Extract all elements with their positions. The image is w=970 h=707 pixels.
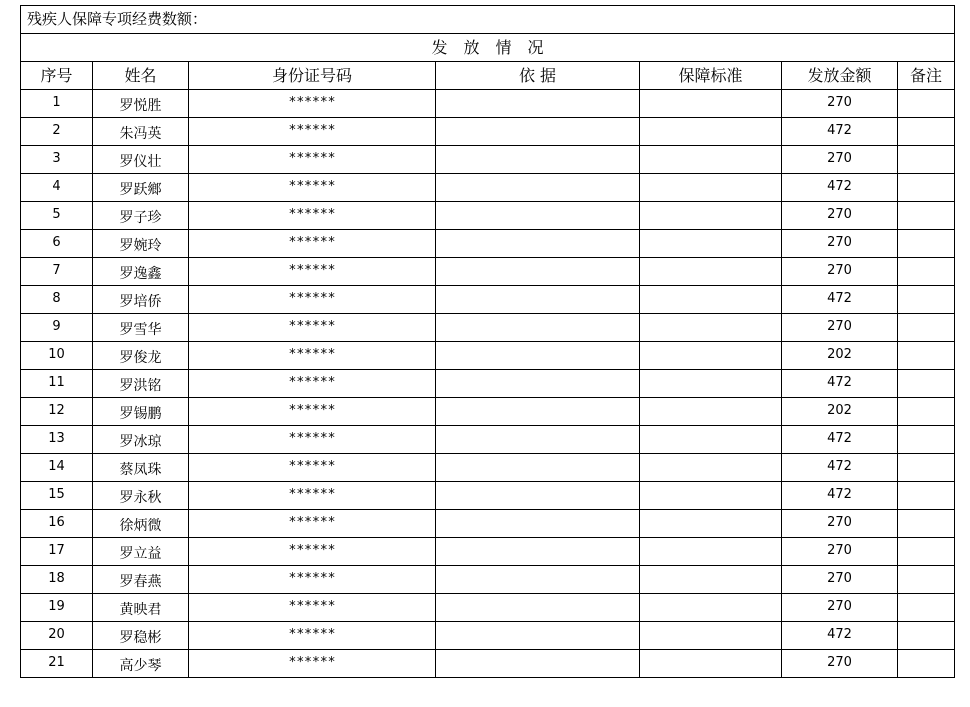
cell-basis: [436, 398, 640, 426]
table-row: [21, 230, 955, 258]
cell-id-number: ******: [189, 482, 436, 510]
cell-basis: [436, 314, 640, 342]
cell-index: 4: [21, 174, 93, 202]
table-row: [21, 118, 955, 146]
cell-index: 11: [21, 370, 93, 398]
cell-standard: [640, 510, 782, 538]
cell-id-number: ******: [189, 622, 436, 650]
cell-note: [898, 258, 955, 286]
cell-amount: 270: [782, 538, 898, 566]
cell-index: 16: [21, 510, 93, 538]
cell-note: [898, 454, 955, 482]
table-row: [21, 90, 955, 118]
cell-id-number: ******: [189, 118, 436, 146]
table-row: [21, 510, 955, 538]
cell-standard: [640, 594, 782, 622]
cell-basis: [436, 622, 640, 650]
cell-index: 17: [21, 538, 93, 566]
header-basis: 依 据: [436, 62, 640, 90]
cell-amount: 202: [782, 398, 898, 426]
cell-index: 7: [21, 258, 93, 286]
cell-amount: 472: [782, 286, 898, 314]
cell-amount: 270: [782, 566, 898, 594]
cell-id-number: ******: [189, 650, 436, 678]
cell-standard: [640, 398, 782, 426]
cell-basis: [436, 174, 640, 202]
cell-note: [898, 566, 955, 594]
cell-amount: 270: [782, 510, 898, 538]
cell-note: [898, 174, 955, 202]
cell-id-number: ******: [189, 202, 436, 230]
cell-standard: [640, 566, 782, 594]
cell-amount: 472: [782, 622, 898, 650]
cell-name: 高少琴: [93, 650, 189, 678]
cell-index: 10: [21, 342, 93, 370]
cell-note: [898, 90, 955, 118]
cell-amount: 472: [782, 174, 898, 202]
cell-standard: [640, 286, 782, 314]
cell-name: 蔡凤珠: [93, 454, 189, 482]
cell-id-number: ******: [189, 90, 436, 118]
cell-index: 15: [21, 482, 93, 510]
cell-id-number: ******: [189, 454, 436, 482]
header-index: 序号: [21, 62, 93, 90]
table-row: [21, 482, 955, 510]
cell-id-number: ******: [189, 398, 436, 426]
cell-note: [898, 398, 955, 426]
cell-basis: [436, 230, 640, 258]
table-row: [21, 174, 955, 202]
cell-standard: [640, 622, 782, 650]
cell-standard: [640, 314, 782, 342]
section-row: [21, 34, 955, 62]
cell-name: 罗悦胜: [93, 90, 189, 118]
cell-index: 8: [21, 286, 93, 314]
cell-amount: 270: [782, 90, 898, 118]
header-amount: 发放金额: [782, 62, 898, 90]
cell-id-number: ******: [189, 286, 436, 314]
cell-name: 罗跃鄉: [93, 174, 189, 202]
cell-note: [898, 538, 955, 566]
cell-amount: 202: [782, 342, 898, 370]
cell-amount: 270: [782, 202, 898, 230]
cell-standard: [640, 230, 782, 258]
table-row: [21, 594, 955, 622]
cell-name: 罗子珍: [93, 202, 189, 230]
cell-standard: [640, 118, 782, 146]
cell-basis: [436, 286, 640, 314]
header-name: 姓名: [93, 62, 189, 90]
cell-basis: [436, 566, 640, 594]
cell-index: 13: [21, 426, 93, 454]
cell-basis: [436, 370, 640, 398]
cell-name: 罗培侨: [93, 286, 189, 314]
cell-index: 18: [21, 566, 93, 594]
cell-name: 罗逸鑫: [93, 258, 189, 286]
cell-id-number: ******: [189, 510, 436, 538]
cell-name: 罗冰琼: [93, 426, 189, 454]
cell-standard: [640, 258, 782, 286]
table-row: [21, 566, 955, 594]
cell-amount: 270: [782, 146, 898, 174]
cell-standard: [640, 174, 782, 202]
cell-index: 20: [21, 622, 93, 650]
cell-id-number: ******: [189, 174, 436, 202]
table-row: [21, 286, 955, 314]
cell-note: [898, 314, 955, 342]
cell-basis: [436, 650, 640, 678]
cell-name: 罗婉玲: [93, 230, 189, 258]
cell-note: [898, 202, 955, 230]
cell-basis: [436, 482, 640, 510]
sheet-title: 残疾人保障专项经费数额：: [21, 6, 955, 34]
cell-id-number: ******: [189, 566, 436, 594]
cell-basis: [436, 342, 640, 370]
cell-name: 朱冯英: [93, 118, 189, 146]
table-row: [21, 538, 955, 566]
cell-basis: [436, 594, 640, 622]
cell-standard: [640, 482, 782, 510]
cell-amount: 472: [782, 370, 898, 398]
table-row: [21, 426, 955, 454]
cell-note: [898, 370, 955, 398]
cell-amount: 270: [782, 258, 898, 286]
cell-note: [898, 482, 955, 510]
table-row: [21, 258, 955, 286]
cell-name: 罗俊龙: [93, 342, 189, 370]
cell-index: 3: [21, 146, 93, 174]
table-row: [21, 622, 955, 650]
cell-note: [898, 230, 955, 258]
cell-basis: [436, 454, 640, 482]
cell-amount: 472: [782, 118, 898, 146]
table-row: [21, 650, 955, 678]
cell-name: 罗永秋: [93, 482, 189, 510]
cell-index: 9: [21, 314, 93, 342]
cell-basis: [436, 202, 640, 230]
disability-fund-table: [20, 5, 955, 678]
cell-standard: [640, 538, 782, 566]
cell-note: [898, 622, 955, 650]
cell-standard: [640, 146, 782, 174]
cell-index: 12: [21, 398, 93, 426]
cell-standard: [640, 426, 782, 454]
cell-name: 罗雪华: [93, 314, 189, 342]
cell-index: 14: [21, 454, 93, 482]
cell-amount: 472: [782, 454, 898, 482]
cell-name: 罗洪铭: [93, 370, 189, 398]
cell-basis: [436, 258, 640, 286]
header-standard: 保障标准: [640, 62, 782, 90]
cell-note: [898, 286, 955, 314]
cell-standard: [640, 202, 782, 230]
cell-id-number: ******: [189, 230, 436, 258]
cell-basis: [436, 510, 640, 538]
table-row: [21, 146, 955, 174]
cell-basis: [436, 146, 640, 174]
cell-standard: [640, 90, 782, 118]
table-row: [21, 342, 955, 370]
cell-note: [898, 650, 955, 678]
cell-id-number: ******: [189, 538, 436, 566]
cell-standard: [640, 650, 782, 678]
cell-index: 19: [21, 594, 93, 622]
cell-amount: 270: [782, 650, 898, 678]
cell-basis: [436, 426, 640, 454]
cell-name: 罗春燕: [93, 566, 189, 594]
cell-name: 罗立益: [93, 538, 189, 566]
cell-index: 2: [21, 118, 93, 146]
cell-name: 徐炳微: [93, 510, 189, 538]
table-row: [21, 370, 955, 398]
table-row: [21, 398, 955, 426]
cell-basis: [436, 118, 640, 146]
cell-amount: 270: [782, 594, 898, 622]
section-title: 发放情况: [21, 34, 955, 62]
table-row: [21, 202, 955, 230]
cell-note: [898, 510, 955, 538]
cell-basis: [436, 538, 640, 566]
cell-standard: [640, 370, 782, 398]
cell-standard: [640, 454, 782, 482]
cell-note: [898, 594, 955, 622]
cell-basis: [436, 90, 640, 118]
cell-amount: 472: [782, 482, 898, 510]
cell-amount: 472: [782, 426, 898, 454]
cell-id-number: ******: [189, 314, 436, 342]
cell-name: 黄映君: [93, 594, 189, 622]
cell-id-number: ******: [189, 146, 436, 174]
header-note: 备注: [898, 62, 955, 90]
cell-id-number: ******: [189, 342, 436, 370]
cell-name: 罗仪壮: [93, 146, 189, 174]
cell-index: 1: [21, 90, 93, 118]
cell-index: 21: [21, 650, 93, 678]
cell-id-number: ******: [189, 258, 436, 286]
cell-id-number: ******: [189, 370, 436, 398]
cell-name: 罗稳彬: [93, 622, 189, 650]
cell-standard: [640, 342, 782, 370]
cell-index: 5: [21, 202, 93, 230]
table-row: [21, 314, 955, 342]
cell-name: 罗锡鹏: [93, 398, 189, 426]
cell-note: [898, 426, 955, 454]
cell-note: [898, 146, 955, 174]
cell-id-number: ******: [189, 594, 436, 622]
cell-index: 6: [21, 230, 93, 258]
cell-note: [898, 118, 955, 146]
title-row: [21, 6, 955, 34]
table-row: [21, 454, 955, 482]
cell-id-number: ******: [189, 426, 436, 454]
cell-amount: 270: [782, 230, 898, 258]
cell-amount: 270: [782, 314, 898, 342]
header-id-number: 身份证号码: [189, 62, 436, 90]
cell-note: [898, 342, 955, 370]
header-row: [21, 62, 955, 90]
